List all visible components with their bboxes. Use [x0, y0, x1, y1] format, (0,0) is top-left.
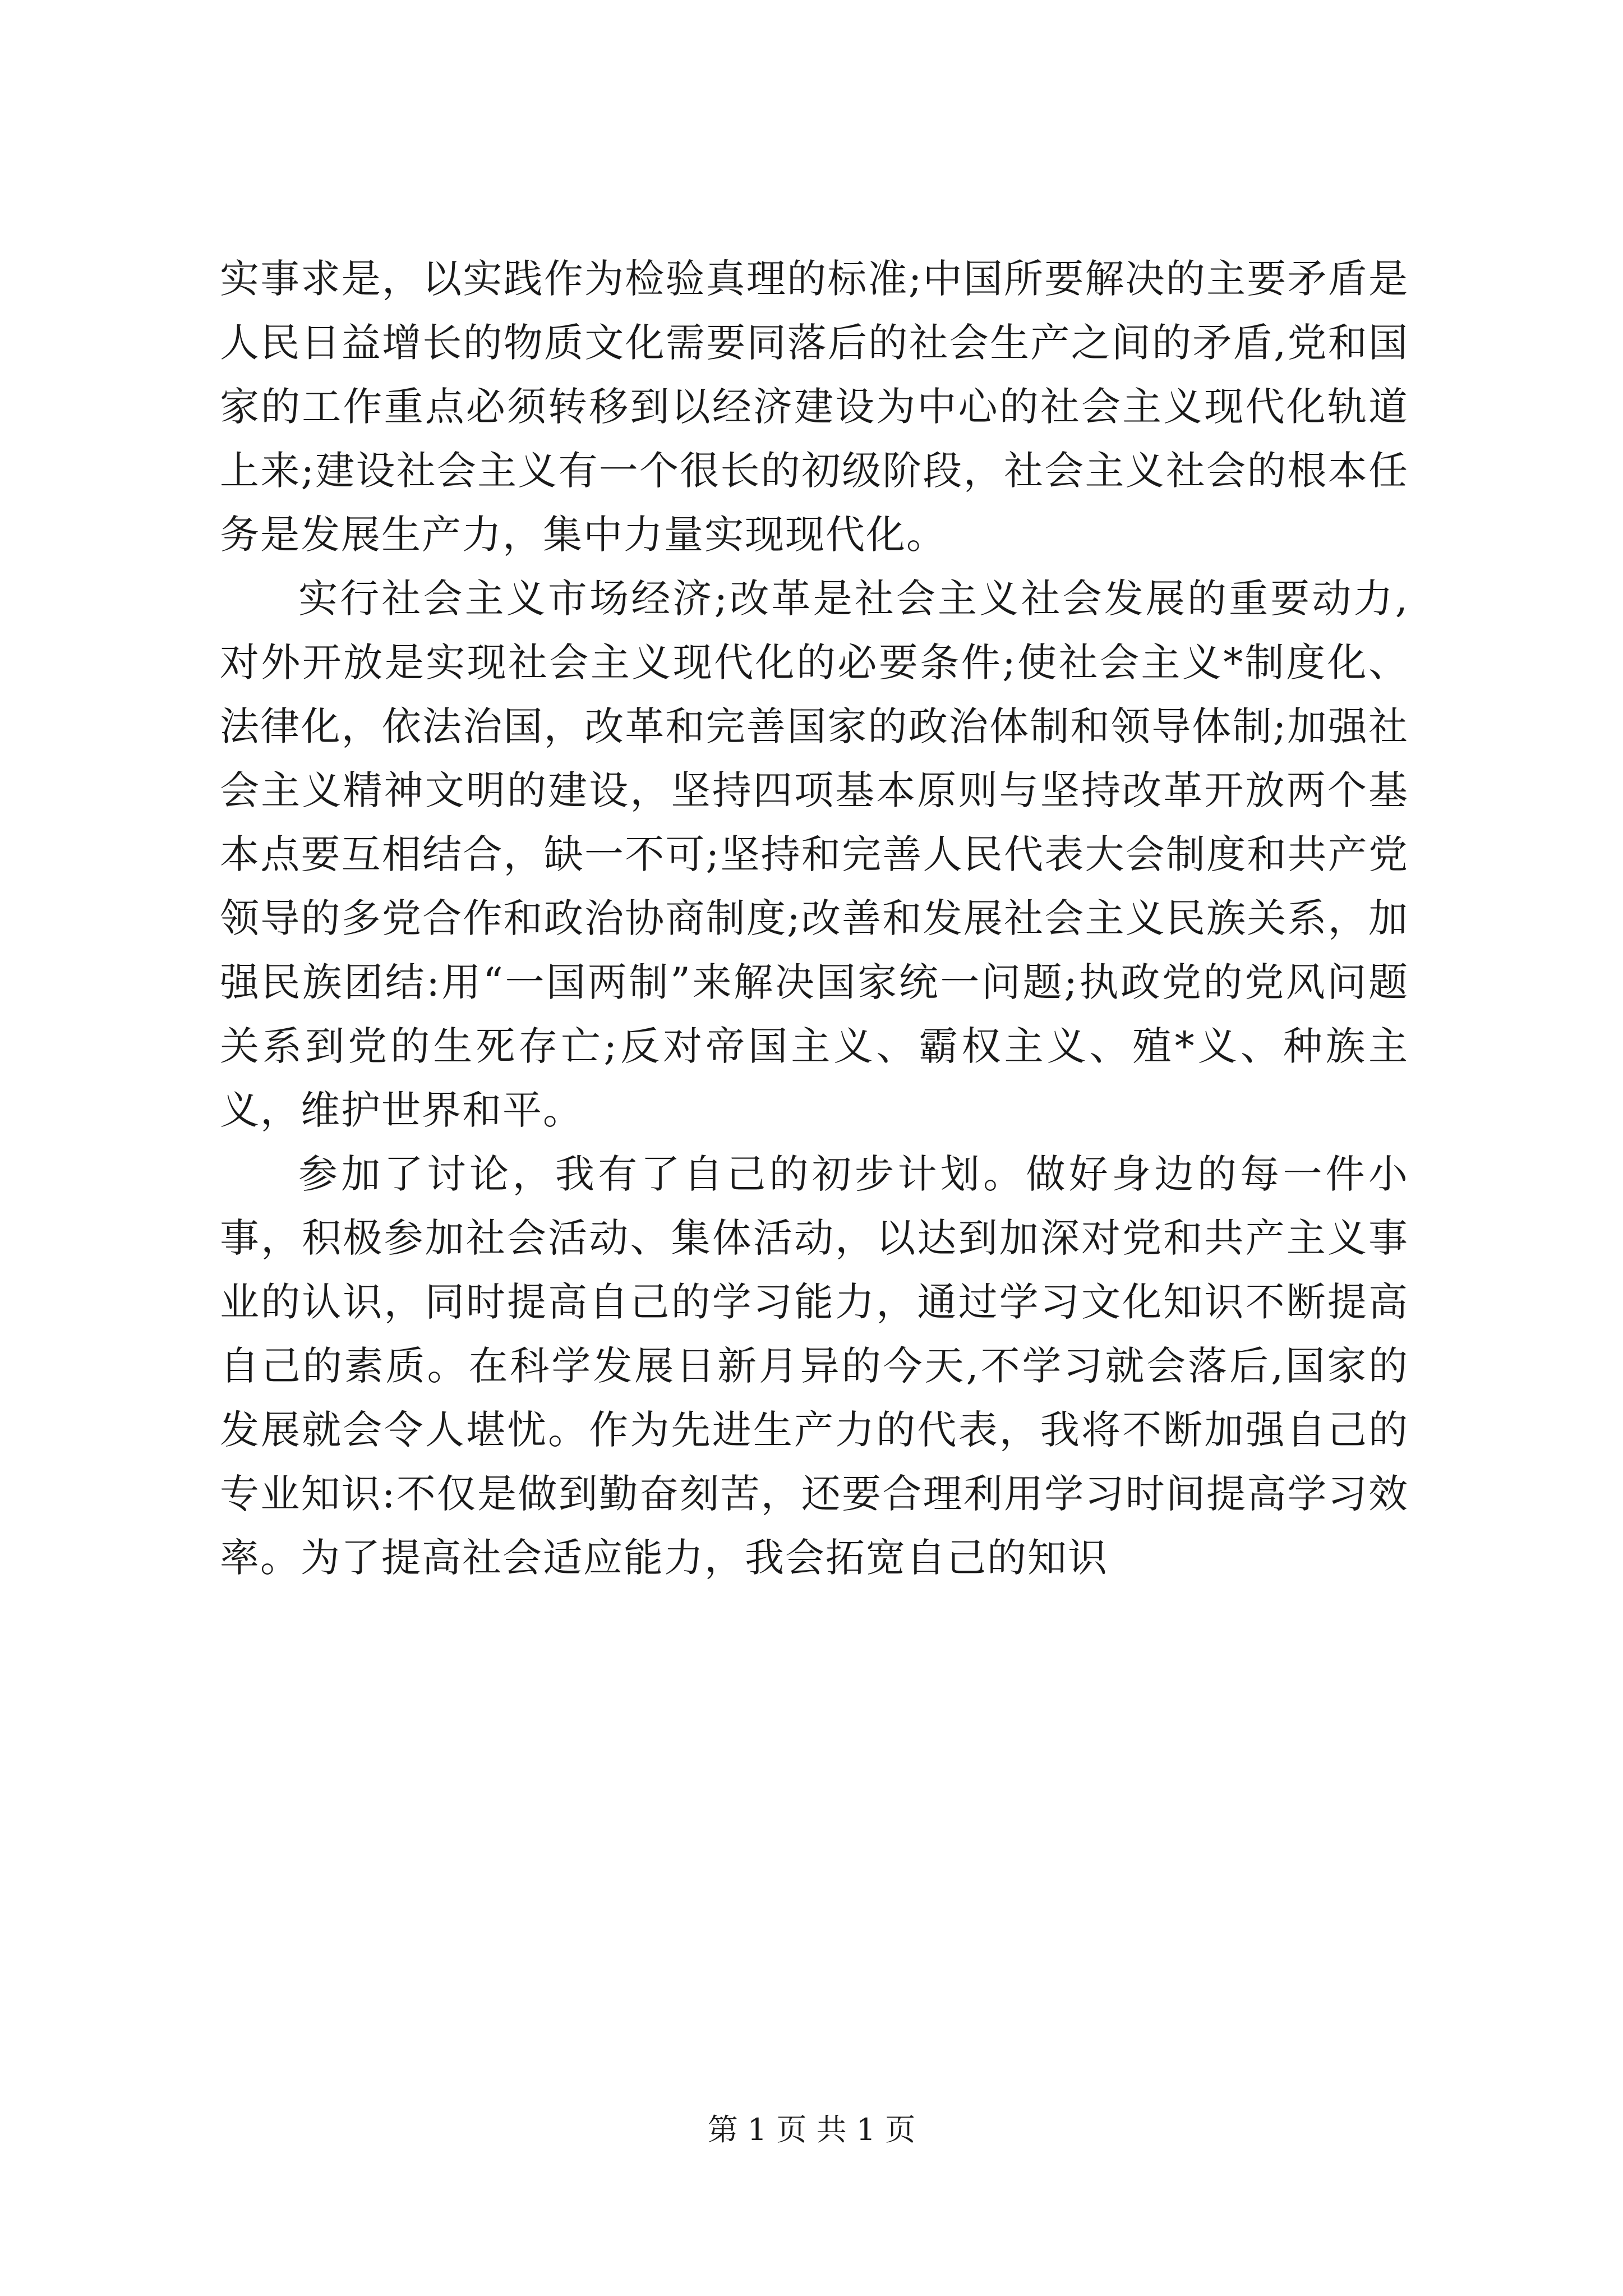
paragraph-3: 参加了讨论，我有了自己的初步计划。做好身边的每一件小事，积极参加社会活动、集体活动，以达到加深对党和共产主义事业的认识，同时提高自己的学习能力，通过学习文化知识不断提高自己的素质。在科学发展日新月异的今天,不学习就会落后,国家的发展就会令人堪忧。作为先进生产力的代表，我将不断加强自己的专业知识:不仅是做到勤奋刻苦，还要合理利用学习时间提高学习效率。为了提高社会适应能力，我会拓宽自己的知识 — [220, 1151, 1409, 1581]
page-footer: 第 1 页 共 1 页 — [707, 2112, 916, 2147]
document-body — [220, 247, 1409, 1590]
paragraph-2: 实行社会主义市场经济;改革是社会主义社会发展的重要动力,对外开放是实现社会主义现代化的必要条件;使社会主义*制度化、法律化，依法治国，改革和完善国家的政治体制和领导体制;加强社会主义精神文明的建设，坚持四项基本原则与坚持改革开放两个基本点要互相结合，缺一不可;坚持和完善人民代表大会制度和共产党领导的多党合作和政治协商制度;改善和发展社会主义民族关系，加强民族团结:用“一国两制”来解决国家统一问题;执政党的党风问题关系到党的生死存亡;反对帝国主义、霸权主义、殖*义、种族主义，维护世界和平。 — [220, 576, 1409, 1133]
paragraph-1: 实事求是，以实践作为检验真理的标准;中国所要解决的主要矛盾是人民日益增长的物质文化需要同落后的社会生产之间的矛盾,党和国家的工作重点必须转移到以经济建设为中心的社会主义现代化轨道上来;建设社会主义有一个很长的初级阶段，社会主义社会的根本任务是发展生产力，集中力量实现现代化。 — [220, 256, 1409, 558]
